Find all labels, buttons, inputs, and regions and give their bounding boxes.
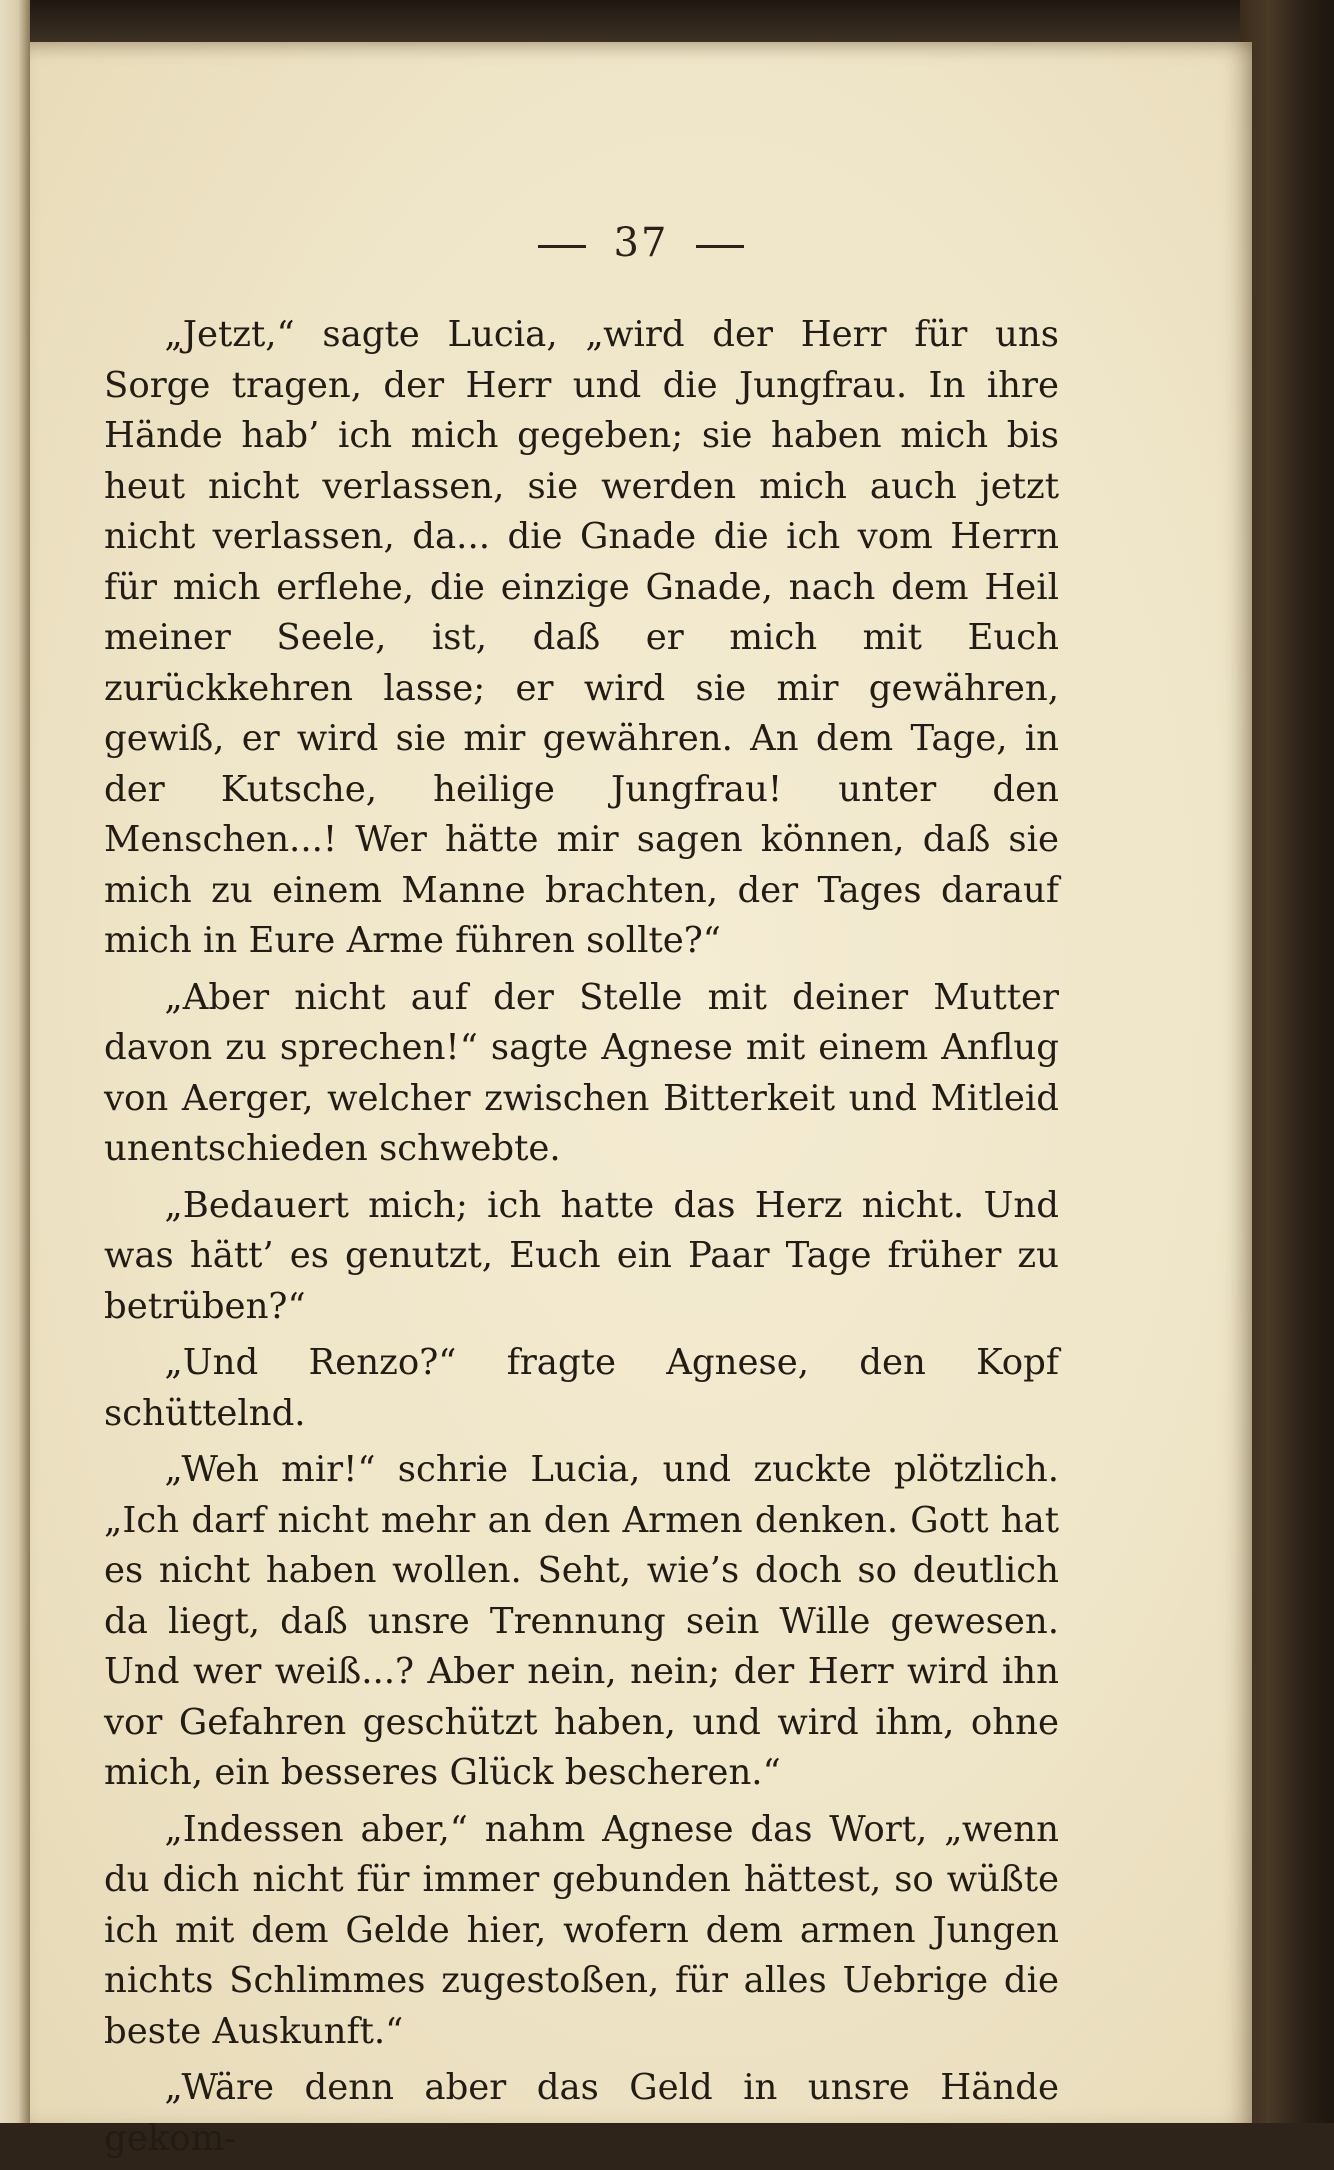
paragraph: „Und Renzo?“ fragte Agnese, den Kopf schüttelnd.: [104, 1342, 1059, 1434]
body-text: [104, 310, 1059, 2170]
paragraph: „Jetzt,“ sagte Lucia, „wird der Herr für uns Sorge tragen, der Herr und die Jungfrau. In ihre Hände hab’ ich mich gegeben; sie haben mich bis heut nicht verlassen, sie werden mich auch jetzt nicht verlassen, da... die Gnade die ich vom Herrn für mich erflehe, die einzige Gnade, nach dem Heil meiner Seele, ist, daß er mich mit Euch zurückkehren lasse; er wird sie mir gewähren, gewiß, er wird sie mir gewähren. An dem Tage, in der Kutsche, heilige Jungfrau! unter den Menschen...! Wer hätte mir sagen können, daß sie mich zu einem Manne brachten, der Tages darauf mich in Eure Arme führen sollte?“: [104, 314, 1059, 961]
paragraph: „Wäre denn aber das Geld in unsre Hände gekom-: [104, 2067, 1059, 2159]
page-number: 37: [613, 220, 669, 266]
facing-page-edge: [0, 0, 30, 2123]
page-header: [30, 220, 1252, 266]
paragraph: „Indessen aber,“ nahm Agnese das Wort, „wenn du dich nicht für immer gebunden hättest, so wüßte ich mit dem Gelde hier, wofern dem armen Jungen nichts Schlimmes zugestoßen, für alles Uebrige die beste Auskunft.“: [104, 1808, 1059, 2052]
paragraph: „Weh mir!“ schrie Lucia, und zuckte plötzlich. „Ich darf nicht mehr an den Armen denken. Gott hat es nicht haben wollen. Seht, wie’s doch so deutlich da liegt, daß unsre Trennung sein Wille gewesen. Und wer weiß...? Aber nein, nein; der Herr wird ihn vor Gefahren geschützt haben, und wird ihm, ohne mich, ein besseres Glück bescheren.“: [104, 1449, 1059, 1793]
book-cover-spine-edge: [1240, 0, 1334, 2123]
book-page: [30, 42, 1252, 2159]
paragraph: „Aber nicht auf der Stelle mit deiner Mutter davon zu sprechen!“ sagte Agnese mit einem Anflug von Aerger, welcher zwischen Bitterkeit und Mitleid unentschieden schwebte.: [104, 976, 1059, 1169]
paragraph: „Bedauert mich; ich hatte das Herz nicht. Und was hätt’ es genutzt, Euch ein Paar Tage früher zu betrüben?“: [104, 1184, 1059, 1327]
header-dash-right: [696, 245, 744, 248]
header-dash-left: [538, 245, 586, 248]
